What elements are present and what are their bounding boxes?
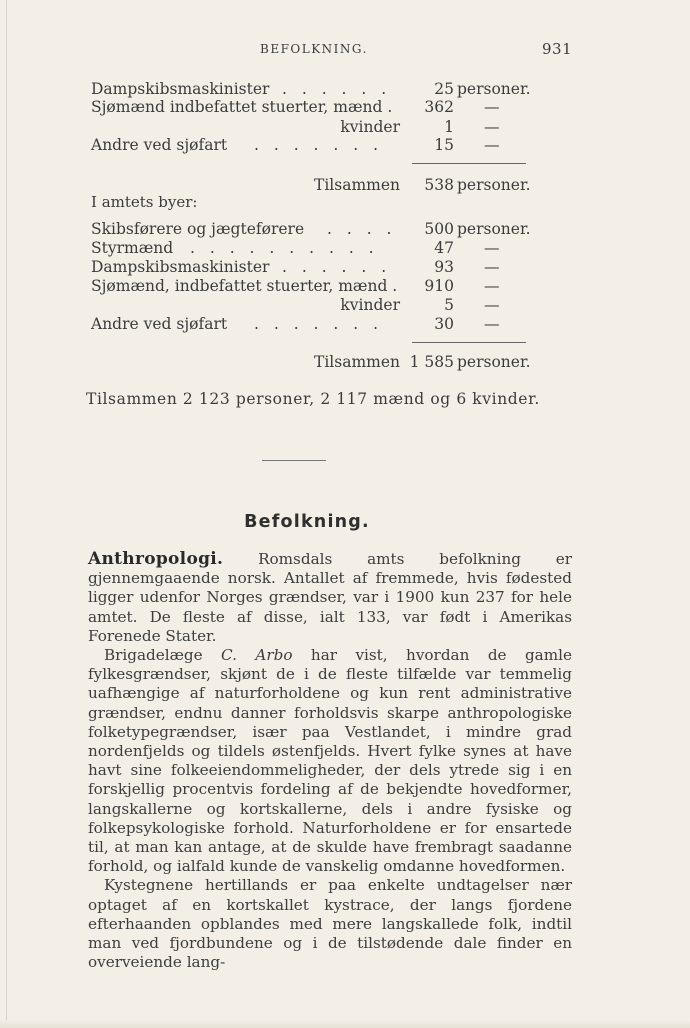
row-unit: — (484, 277, 500, 295)
paragraph (88, 646, 572, 876)
towns-heading: I amtets byer: (91, 193, 198, 211)
row-label: Andre ved sjøfart (91, 315, 228, 333)
running-title: BEFOLKNING. (260, 42, 368, 56)
row-unit: personer. (457, 80, 531, 98)
table-row (0, 257, 690, 277)
row-label: kvinder (340, 118, 400, 136)
table-row (0, 79, 690, 99)
row-value: 500 (424, 220, 454, 238)
row-label: Dampskibsmaskinister (91, 258, 270, 276)
paragraph-text: Romsdals amts befolkning er gjennemgaaende norsk. Antallet af fremmede, hvis fødested ligger udenfor Norges grændser, var i 1900 kun 237 for hele amtet. De fleste af disse, ialt 133, var født i Amerikas Forenede Stater. (88, 550, 573, 645)
leader-dots: . . . . . . (282, 258, 392, 276)
row-unit: — (484, 296, 500, 314)
body-text (88, 550, 572, 972)
row-value: 30 (434, 315, 454, 333)
row-unit: personer. (457, 220, 531, 238)
leader-dots: . . . . . . . . . . (190, 239, 379, 257)
row-label: Skibsførere og jægteførere (91, 220, 305, 238)
row-value: 910 (424, 277, 454, 295)
page-bottom-edge (0, 1020, 690, 1028)
subtotal-value: 1 585 (409, 353, 454, 371)
row-unit: — (484, 136, 500, 154)
leader-dots: . . . . . . . (254, 136, 384, 154)
leader-dots: . . . . (327, 220, 397, 238)
subtotal-label: Tilsammen (314, 353, 400, 371)
leader-dots: . . . . . . . (254, 315, 384, 333)
towns-heading-row (0, 192, 690, 212)
row-value: 93 (434, 258, 454, 276)
subtotal-unit: personer. (457, 176, 531, 194)
row-unit: — (484, 98, 500, 116)
grand-total: Tilsammen 2 123 personer, 2 117 mænd og 6 kvinder. (86, 390, 540, 408)
subtotal-row (0, 352, 690, 372)
paragraph (88, 550, 572, 646)
sum-rule (412, 163, 526, 164)
paragraph (88, 876, 572, 972)
table-row (0, 295, 690, 315)
runin-heading: Anthropologi. (88, 549, 224, 569)
row-unit: — (484, 315, 500, 333)
leader-dots: . . . . . . (282, 80, 392, 98)
row-value: 5 (444, 296, 454, 314)
row-value: 15 (434, 136, 454, 154)
table-row (0, 117, 690, 137)
section-heading: Befolkning. (244, 512, 370, 532)
paragraph-text: Kystegnene hertillands er paa enkelte undtagelser nær optaget af en kortskallet kystrace, der langs fjordene efterhaanden opblandes med mere langskallede folk, indtil man ved fjordbundene og i de tilstødende dale finder en overveiende lang- (88, 876, 572, 972)
subtotal-value: 538 (424, 176, 454, 194)
table-row (0, 97, 690, 117)
paragraph-text: Brigadelæge (104, 646, 203, 665)
table-row (0, 314, 690, 334)
row-value: 1 (444, 118, 454, 136)
row-label: Sjømænd, indbefattet stuerter, mænd . (91, 277, 398, 295)
sum-rule (412, 342, 526, 343)
subtotal-unit: personer. (457, 353, 531, 371)
row-value: 47 (434, 239, 454, 257)
table-row (0, 219, 690, 239)
table-row (0, 276, 690, 296)
table-row (0, 238, 690, 258)
row-label: Styrmænd (91, 239, 174, 257)
page-number: 931 (542, 40, 573, 58)
row-value: 25 (434, 80, 454, 98)
page-header (0, 40, 690, 58)
row-label: Dampskibsmaskinister (91, 80, 270, 98)
row-unit: — (484, 258, 500, 276)
row-unit: — (484, 239, 500, 257)
section-divider (262, 460, 326, 461)
paragraph-text: har vist, hvordan de gamle fylkesgrændser, skjønt de i de fleste tilfælde var temmelig uafhængige af naturforholdene og kun rent administrative grændser, endnu danner forholdsvis skarpe anthropologiske folketypegrændser, især paa Vestlandet, i mindre grad nordenfjelds og tildels østenfjelds. Hvert fylke synes at have havt sine folkeeiendommeligheder, der dels ytrede sig i en forskjellig procentvis fordeling af de bekjendte hovedformer, langskallerne og kortskallerne, dels i andre fysiske og folkepsykologiske forhold. Naturforholdene er for ensartede til, at man kan antage, at de skulde have frembragt saadanne forhold, og ialfald kunde de vanskelig omdanne hovedformen. (88, 646, 572, 876)
row-label: Sjømænd indbefattet stuerter, mænd . (91, 98, 393, 116)
row-label: kvinder (340, 296, 400, 314)
subtotal-label: Tilsammen (314, 176, 400, 194)
author-name: C. Arbo (221, 646, 293, 665)
row-value: 362 (424, 98, 454, 116)
row-unit: — (484, 118, 500, 136)
row-label: Andre ved sjøfart (91, 136, 228, 154)
table-row (0, 135, 690, 155)
